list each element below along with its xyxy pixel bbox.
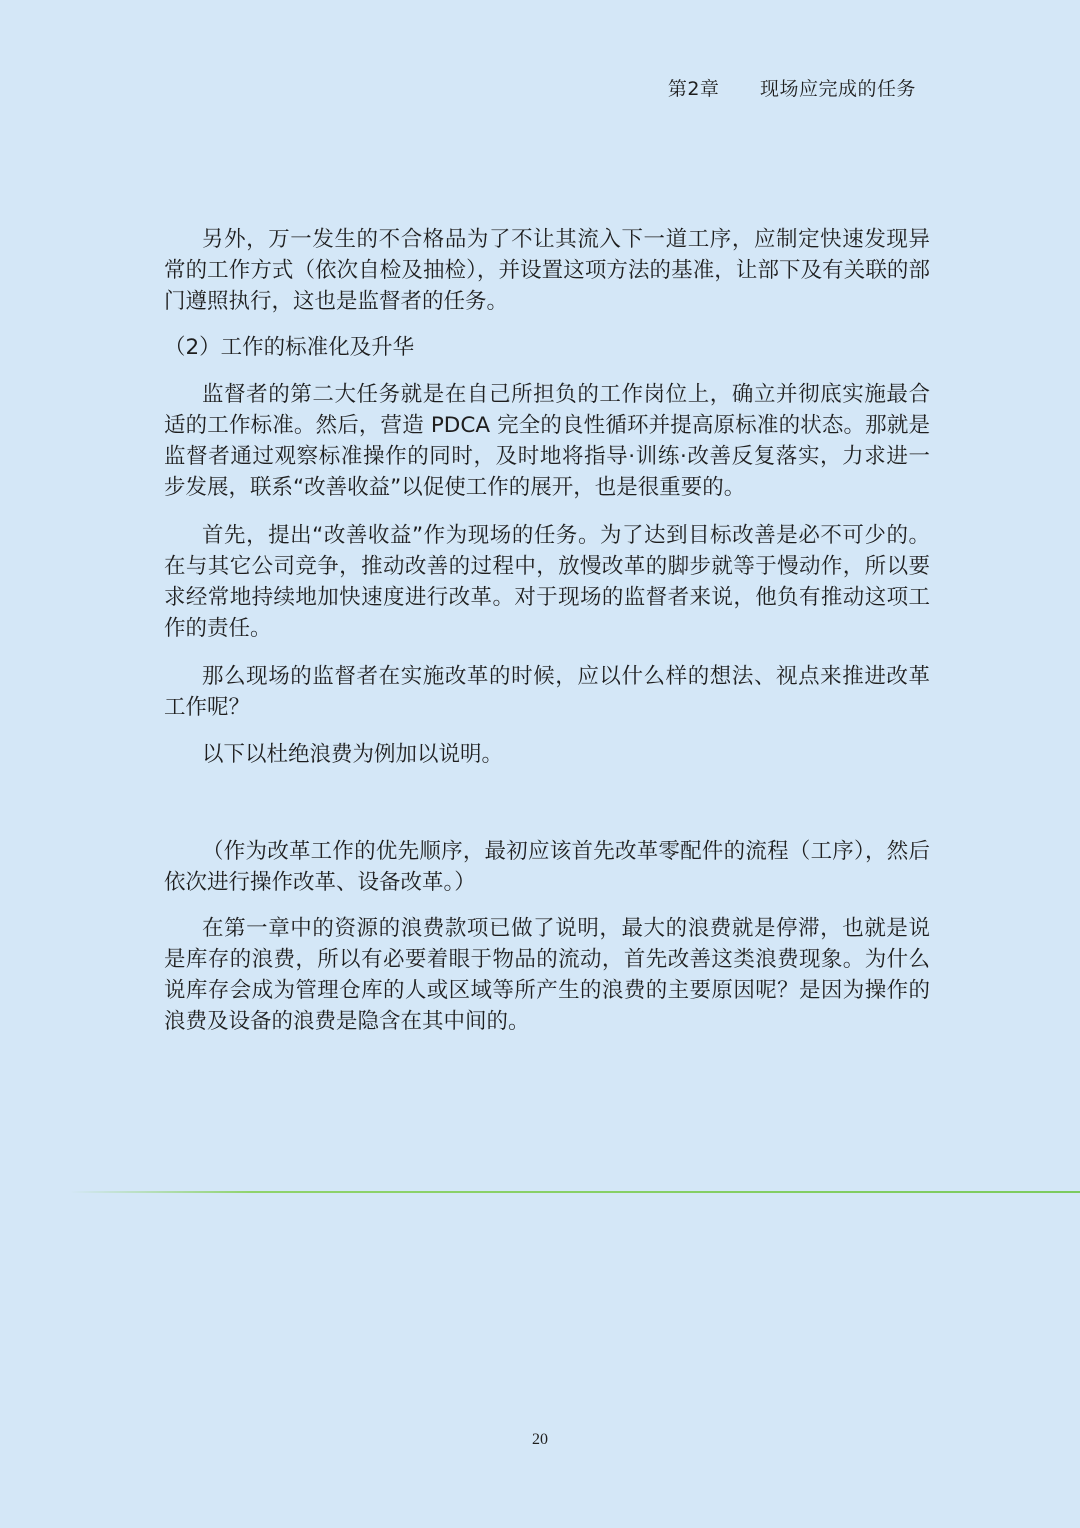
paragraph-text: 那么现场的监督者在实施改革的时候，应以什么样的想法、视点来推进改革工作呢？ [164, 664, 930, 720]
paragraph-7 [164, 913, 930, 1037]
running-header [668, 74, 916, 101]
paragraph-1 [164, 224, 930, 317]
paragraph-text: （作为改革工作的优先顺序，最初应该首先改革零配件的流程（工序），然后依次进行操作改革、设备改革。） [164, 839, 930, 895]
paragraph-6 [164, 836, 930, 898]
chapter-title: 现场应完成的任务 [759, 78, 916, 100]
page-number: 20 [532, 1431, 548, 1448]
chapter-number: 第2章 [667, 78, 720, 100]
footer-divider [70, 1191, 1080, 1193]
paragraph-2 [164, 379, 930, 503]
paragraph-text: 监督者的第二大任务就是在自己所担负的工作岗位上，确立并彻底实施最合适的工作标准。然后，营造 PDCA 完全的良性循环并提高原标准的状态。那就是监督者通过观察标准操作的同时，及时地将指导·训练·改善反复落实，力求进一步发展，联系“改善收益”以促使工作的展开，也是很重要的。 [164, 382, 930, 500]
paragraph-3 [164, 520, 930, 644]
section-heading-text: （2）工作的标准化及升华 [164, 335, 415, 360]
paragraph-text: 在第一章中的资源的浪费款项已做了说明，最大的浪费就是停滞，也就是说是库存的浪费，所以有必要着眼于物品的流动，首先改善这类浪费现象。为什么说库存会成为管理仓库的人或区域等所产生的浪费的主要原因呢？是因为操作的浪费及设备的浪费是隐含在其中间的。 [164, 916, 930, 1034]
paragraph-4 [164, 661, 930, 723]
paragraph-5 [164, 739, 930, 770]
paragraph-text: 另外，万一发生的不合格品为了不让其流入下一道工序，应制定快速发现异常的工作方式（依次自检及抽检），并设置这项方法的基准，让部下及有关联的部门遵照执行，这也是监督者的任务。 [164, 227, 930, 314]
paragraph-text: 以下以杜绝浪费为例加以说明。 [202, 742, 504, 767]
paragraph-text: 首先，提出“改善收益”作为现场的任务。为了达到目标改善是必不可少的。在与其它公司竞争，推动改善的过程中，放慢改革的脚步就等于慢动作，所以要求经常地持续地加快速度进行改革。对于现场的监督者来说，他负有推动这项工作的责任。 [164, 523, 930, 641]
section-heading [164, 332, 930, 363]
